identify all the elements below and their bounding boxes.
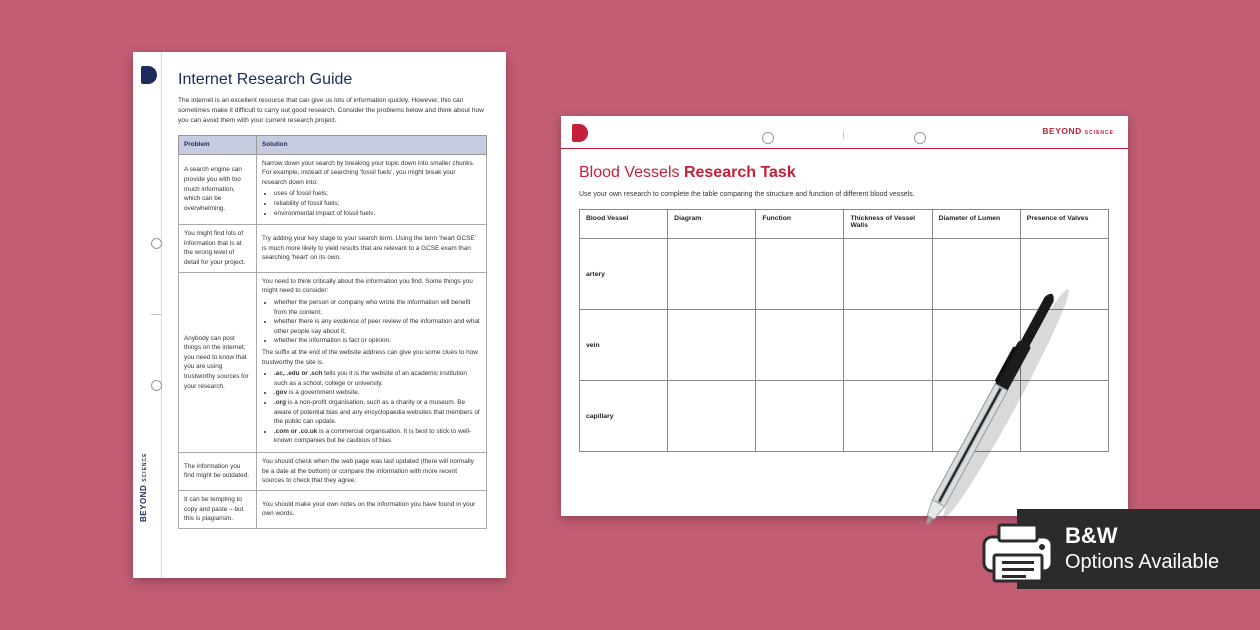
list-item: • whether the information is fact or opinion.: [274, 336, 481, 346]
blank-cell: [756, 239, 844, 310]
suffix-code: .ac, .edu or .sch: [274, 370, 323, 378]
solution-cell: Try adding your key stage to your search term. Using the term 'heart GCSE' is much more likely to yield results that are relevant to a GCSE exam than searching 'heart' on its own.: [257, 225, 487, 272]
header-diameter: Diameter of Lumen: [932, 210, 1020, 239]
bullet-list: [262, 298, 481, 346]
suffix-text: is a government website.: [287, 389, 360, 397]
suffix-list: [262, 369, 481, 446]
blank-cell: [756, 381, 844, 452]
header-diagram: Diagram: [668, 210, 756, 239]
suffix-text: tells you it is the website of an academic institution such as a school, college or university.: [274, 370, 467, 387]
suffix-code: .gov: [274, 389, 288, 397]
printer-icon: [982, 521, 1054, 583]
badge-title: B&W: [1065, 523, 1118, 548]
header-function: Function: [756, 210, 844, 239]
header-blood-vessel: Blood Vessel: [580, 210, 668, 239]
solution-cell: [257, 272, 487, 452]
blank-cell: [1020, 239, 1108, 310]
list-item: • uses of fossil fuels;: [274, 189, 481, 199]
table-row: [179, 453, 487, 491]
research-guide-sheet: [133, 52, 506, 578]
header-valves: Presence of Valves: [1020, 210, 1108, 239]
brand-logo: [1042, 126, 1114, 136]
task-table: [579, 209, 1109, 452]
list-item: • environmental impact of fossil fuels.: [274, 209, 481, 219]
problem-cell: A search engine can provide you with too much information, which can be overwhelming.: [179, 154, 257, 225]
table-header-row: [179, 136, 487, 155]
table-row: [580, 239, 1109, 310]
brand-small-text: SCIENCE: [1084, 130, 1114, 136]
suffix-code: .org: [274, 399, 287, 407]
blank-cell: [844, 310, 932, 381]
punch-hole: [762, 132, 774, 144]
problem-cell: Anybody can post things on the internet; you need to know that you are using trustworthy sources for your research.: [179, 272, 257, 452]
title-prefix: Blood Vessels: [579, 164, 684, 181]
problem-cell: You might find lots of information that is at the wrong level of detail for your project.: [179, 225, 257, 272]
list-item: [274, 388, 481, 398]
solution-text: The suffix at the end of the website address can give you some clues to how trustworthy the site is.: [262, 348, 478, 366]
blank-cell: [1020, 381, 1108, 452]
blank-cell: [844, 381, 932, 452]
intro-text: The internet is an excellent resource that can give us lots of information quickly. However, this can sometimes make it difficult to carry out good research. Consider the problems below and think about how you can avoid them with your current research project.: [178, 97, 484, 124]
vessel-name: artery: [580, 239, 668, 310]
brand-small-text: SCIENCE: [142, 452, 148, 482]
table-row: [580, 310, 1109, 381]
blank-cell: [844, 239, 932, 310]
blank-cell: [668, 381, 756, 452]
punch-hole: [151, 380, 162, 391]
header-thickness: Thickness of Vessel Walls: [844, 210, 932, 239]
header-solution: Solution: [257, 136, 487, 155]
brand-text: BEYOND: [139, 484, 148, 522]
blank-cell: [1020, 310, 1108, 381]
blank-cell: [756, 310, 844, 381]
blank-cell: [932, 310, 1020, 381]
research-task-sheet: [561, 116, 1128, 516]
vessel-name: capillary: [580, 381, 668, 452]
suffix-text: is a commercial organisation. It is best to stick to well-known companies but be cautious of bias.: [274, 427, 472, 445]
page-title: [579, 164, 796, 182]
table-header-row: [580, 210, 1109, 239]
list-item: • whether there is any evidence of peer review of the information and what other people say about it;: [274, 317, 481, 336]
table-row: [179, 225, 487, 272]
brand-text: BEYOND: [1042, 126, 1082, 136]
table-row: [179, 272, 487, 452]
suffix-code: .com or .co.uk: [274, 427, 318, 435]
page-title: Internet Research Guide: [178, 71, 353, 88]
fold-mark: [151, 314, 161, 315]
problem-cell: It can be tempting to copy and paste – but this is plagiarism.: [179, 490, 257, 528]
title-bold: Research Task: [683, 164, 796, 181]
solution-cell: You should check when the web page was last updated (there will normally be a date at the bottom) or compare the information with more recent sources to check that they agree.: [257, 453, 487, 491]
blank-cell: [932, 381, 1020, 452]
beyond-logo-icon: [141, 66, 157, 84]
table-row: [179, 154, 487, 225]
vertical-brand: [139, 453, 148, 522]
solution-text: Narrow down your search by breaking your topic down into smaller chunks. For example, instead of searching 'fossil fuels', you might break your research down into:: [262, 159, 475, 186]
beyond-logo-icon: [572, 124, 588, 142]
list-item: [274, 369, 481, 388]
punch-hole: [151, 238, 162, 249]
header-divider: [561, 148, 1128, 149]
blank-cell: [668, 239, 756, 310]
bullet-list: [262, 189, 481, 218]
badge-subtitle: Options Available: [1065, 551, 1220, 573]
suffix-text: is a non-profit organisation, such as a charity or a museum. Be aware of potential bias and any encyclopaedia websites that members of the public can update.: [274, 399, 480, 426]
intro-text: Use your own research to complete the table comparing the structure and function of different blood vessels.: [579, 191, 915, 198]
punch-hole: [914, 132, 926, 144]
blank-cell: [668, 310, 756, 381]
list-item: • reliability of fossil fuels;: [274, 199, 481, 209]
solution-cell: [257, 154, 487, 225]
list-item: [274, 398, 481, 427]
header-problem: Problem: [179, 136, 257, 155]
solution-text: You need to think critically about the information you find. Some things you might need to consider:: [262, 277, 473, 295]
blank-cell: [932, 239, 1020, 310]
fold-mark: [843, 131, 844, 139]
table-row: [179, 490, 487, 528]
table-row: [580, 381, 1109, 452]
margin-line: [161, 52, 162, 578]
list-item: • whether the person or company who wrote the information will benefit from the content;: [274, 298, 481, 317]
solution-cell: You should make your own notes on the information you have found in your own words.: [257, 490, 487, 528]
guide-table: [178, 135, 487, 529]
list-item: [274, 427, 481, 446]
vessel-name: vein: [580, 310, 668, 381]
problem-cell: The information you find might be outdated.: [179, 453, 257, 491]
